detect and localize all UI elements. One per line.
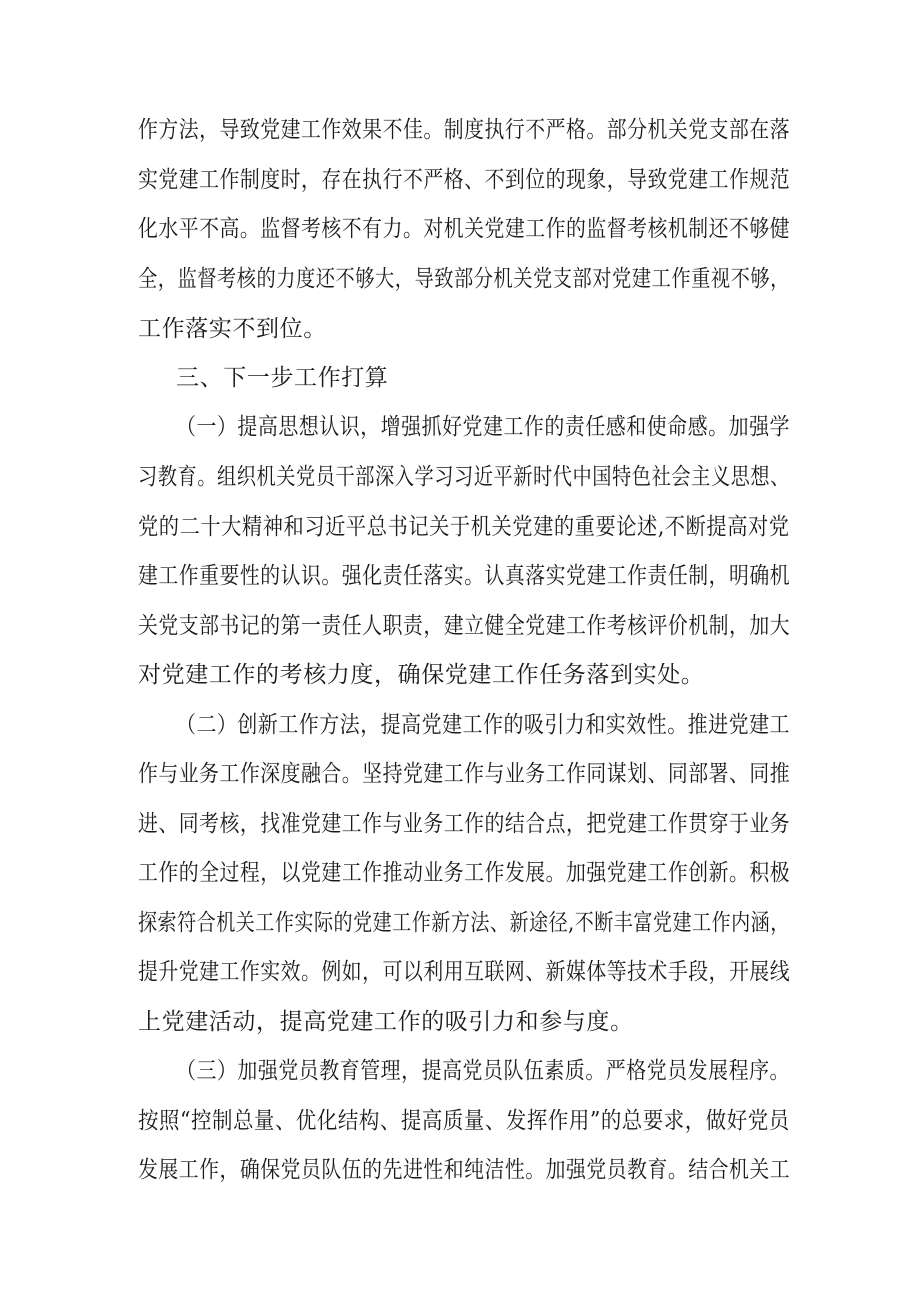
- subsection-2-line-1: （二）创新工作方法，提高党建工作的吸引力和实效性。推进党建工: [176, 712, 790, 738]
- subsection-1-line-4: 建工作重要性的认识。强化责任落实。认真落实党建工作责任制，明确机: [138, 563, 791, 589]
- subsection-1-line-1: （一）提高思想认识，增强抓好党建工作的责任感和使命感。加强学: [176, 414, 790, 440]
- subsection-2-line-2: 作与业务工作深度融合。坚持党建工作与业务工作同谋划、同部署、同推: [138, 761, 791, 787]
- section-heading: 三、下一步工作打算: [176, 365, 389, 391]
- subsection-2-line-4: 工作的全过程，以党建工作推动业务工作发展。加强党建工作创新。积极: [138, 860, 791, 886]
- subsection-1-line-5: 关党支部书记的第一责任人职责，建立健全党建工作考核评价机制，加大: [138, 613, 791, 639]
- body-line-2: 实党建工作制度时，存在执行不严格、不到位的现象，导致党建工作规范: [138, 167, 791, 193]
- subsection-2-line-6: 提升党建工作实效。例如，可以利用互联网、新媒体等技术手段，开展线: [138, 959, 791, 985]
- subsection-2-line-5: 探索符合机关工作实际的党建工作新方法、新途径,不断丰富党建工作内涵，: [138, 910, 790, 936]
- subsection-2-line-7: 上党建活动，提高党建工作的吸引力和参与度。: [138, 1009, 634, 1035]
- subsection-1-line-2: 习教育。组织机关党员干部深入学习习近平新时代中国特色社会主义思想、: [138, 464, 790, 490]
- body-line-3: 化水平不高。监督考核不有力。对机关党建工作的监督考核机制还不够健: [138, 216, 791, 242]
- subsection-1-line-3: 党的二十大精神和习近平总书记关于机关党建的重要论述,不断提高对党: [138, 514, 790, 540]
- subsection-3-line-1: （三）加强党员教育管理，提高党员队伍素质。严格党员发展程序。: [176, 1058, 790, 1084]
- subsection-2-line-3: 进、同考核，找准党建工作与业务工作的结合点，把党建工作贯穿于业务: [138, 811, 791, 837]
- body-line-1: 作方法，导致党建工作效果不佳。制度执行不严格。部分机关党支部在落: [138, 117, 791, 143]
- subsection-1-line-6: 对党建工作的考核力度，确保党建工作任务落到实处。: [138, 662, 705, 688]
- body-line-4: 全，监督考核的力度还不够大，导致部分机关党支部对党建工作重视不够，: [138, 266, 790, 292]
- subsection-3-line-3: 发展工作，确保党员队伍的先进性和纯洁性。加强党员教育。结合机关工: [138, 1157, 791, 1183]
- body-line-5: 工作落实不到位。: [138, 316, 327, 342]
- subsection-3-line-2: 按照“控制总量、优化结构、提高质量、发挥作用”的总要求，做好党员: [138, 1108, 790, 1134]
